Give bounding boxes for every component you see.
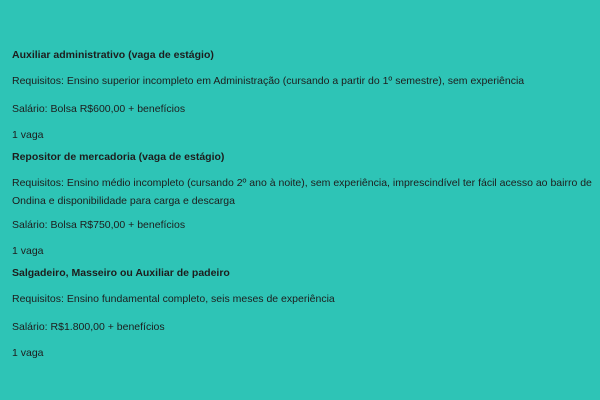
job-title: Salgadeiro, Masseiro ou Auxiliar de padeiro <box>12 267 230 279</box>
job-vacancies: 1 vaga <box>12 129 44 141</box>
job-vacancies: 1 vaga <box>12 347 44 359</box>
job-listing <box>12 266 600 360</box>
job-requirements: Requisitos: Ensino fundamental completo, seis meses de experiência <box>12 293 335 305</box>
job-requirements: Requisitos: Ensino superior incompleto em Administração (cursando a partir do 1º semestre), sem experiência <box>12 75 525 87</box>
job-listing <box>12 48 600 142</box>
job-vacancies: 1 vaga <box>12 245 44 257</box>
job-title: Repositor de mercadoria (vaga de estágio) <box>12 151 225 163</box>
job-listing <box>12 150 600 258</box>
job-salary: Salário: Bolsa R$600,00 + benefícios <box>12 103 186 115</box>
job-salary: Salário: Bolsa R$750,00 + benefícios <box>12 219 186 231</box>
job-requirements: Requisitos: Ensino médio incompleto (cursando 2º ano à noite), sem experiência, imprescindível ter fácil acesso ao bairro de Ondina e disponibilidade para carga e descarga <box>12 177 592 207</box>
job-title: Auxiliar administrativo (vaga de estágio) <box>12 49 214 61</box>
job-salary: Salário: R$1.800,00 + benefícios <box>12 321 165 333</box>
